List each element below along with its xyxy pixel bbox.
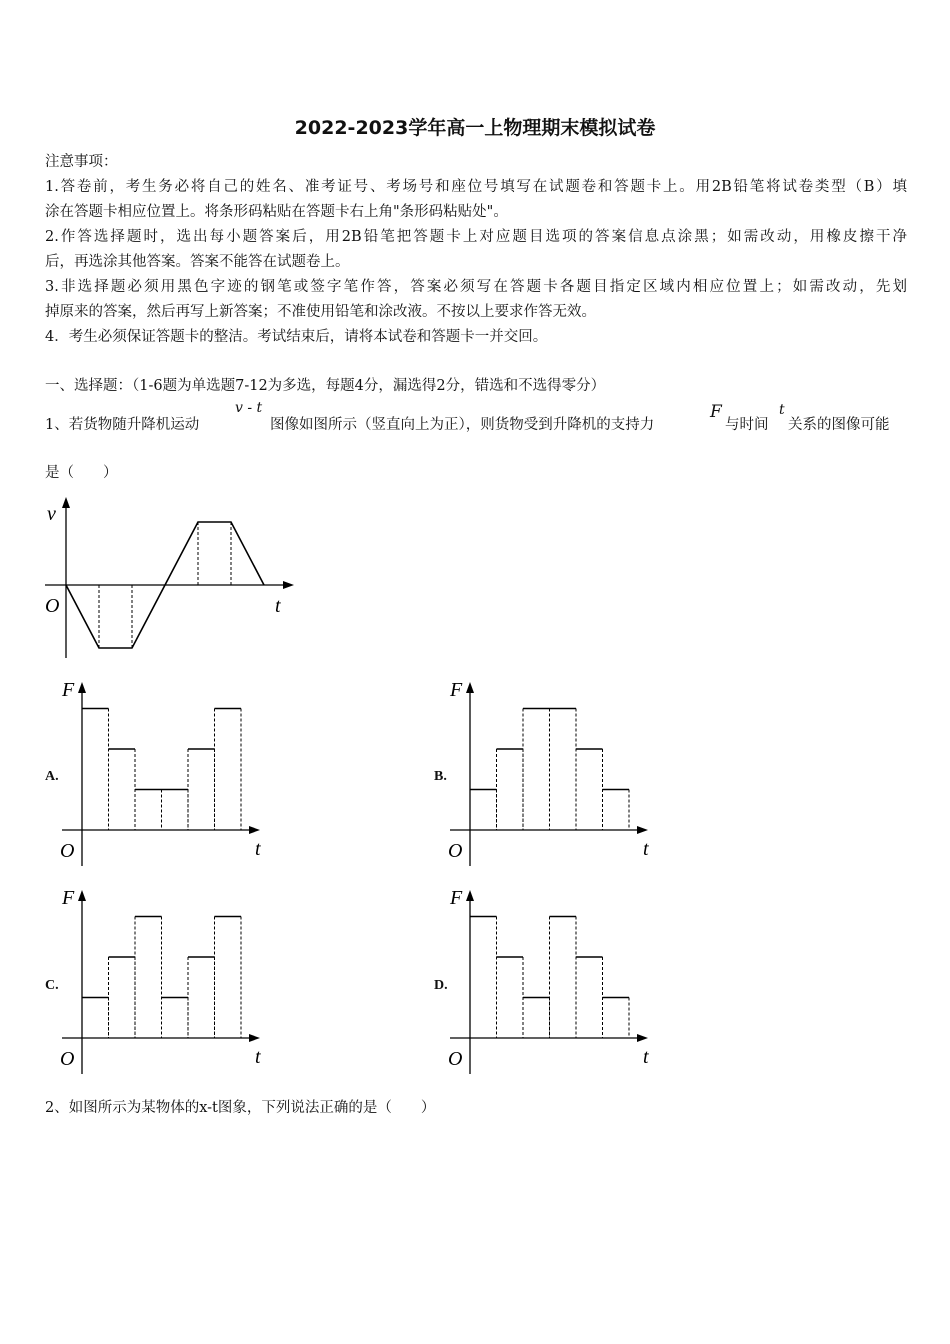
- t-label: t: [643, 1046, 649, 1068]
- option-graph-c: [60, 887, 261, 1074]
- t-label: t: [643, 838, 649, 860]
- notice-heading: 注意事项：: [45, 154, 118, 170]
- section-heading: 一、选择题：（1-6题为单选题7-12为多选，每题4分，漏选得2分，错选和不选得零分）: [45, 378, 606, 394]
- t-axis-arrow: [249, 826, 260, 834]
- notice-line-5: 3.非选择题必须用黑色字迹的钢笔或签字笔作答，答案必须写在答题卡各题目指定区域内相应位置上；如需改动，先划: [45, 279, 907, 295]
- option-graph-d: [448, 887, 649, 1074]
- f-axis-arrow: [466, 682, 474, 693]
- origin-label: O: [60, 1048, 75, 1070]
- vt-ylabel: v: [47, 503, 56, 525]
- symbol-vt: v - t: [235, 400, 263, 416]
- option-d-label[interactable]: D.: [434, 978, 448, 993]
- notice-line-4: 后，再选涂其他答案。答案不能答在试题卷上。: [45, 254, 350, 270]
- vt-origin: O: [45, 595, 60, 617]
- notice-line-6: 掉原来的答案，然后再写上新答案；不准使用铅笔和涂改液。不按以上要求作答无效。: [45, 304, 596, 320]
- f-label: F: [62, 679, 75, 701]
- origin-label: O: [60, 840, 75, 862]
- f-label: F: [450, 887, 463, 909]
- question-1-text-d: 关系的图像可能: [788, 417, 890, 433]
- t-axis-arrow: [637, 826, 648, 834]
- f-axis-arrow: [466, 890, 474, 901]
- t-axis-arrow: [249, 1034, 260, 1042]
- f-axis-arrow: [78, 682, 86, 693]
- t-axis-arrow: [637, 1034, 648, 1042]
- notice-line-3: 2.作答选择题时，选出每小题答案后，用2B铅笔把答题卡上对应题目选项的答案信息点涂黑；如需改动，用橡皮擦干净: [45, 229, 907, 245]
- symbol-t: t: [779, 402, 785, 418]
- question-2-text: 2、如图所示为某物体的x-t图象，下列说法正确的是（ ）: [45, 1100, 436, 1116]
- option-b-label[interactable]: B.: [434, 769, 447, 784]
- f-label: F: [62, 887, 75, 909]
- f-axis-arrow: [78, 890, 86, 901]
- notice-line-2: 涂在答题卡相应位置上。将条形码粘贴在答题卡右上角"条形码粘贴处"。: [45, 204, 508, 220]
- question-1-text-b: 图像如图所示（竖直向上为正），则货物受到升降机的支持力: [270, 417, 655, 433]
- option-a-label[interactable]: A.: [45, 769, 59, 784]
- t-label: t: [255, 838, 261, 860]
- option-graph-b: [448, 679, 649, 866]
- question-1-text-c: 与时间: [725, 417, 769, 433]
- f-label: F: [450, 679, 463, 701]
- vt-xlabel: t: [275, 595, 281, 617]
- origin-label: O: [448, 840, 463, 862]
- origin-label: O: [448, 1048, 463, 1070]
- t-label: t: [255, 1046, 261, 1068]
- notice-line-1: 1.答卷前，考生务必将自己的姓名、准考证号、考场号和座位号填写在试题卷和答题卡上。用2B铅笔将试卷类型（B）填: [45, 179, 907, 195]
- page-title: 2022-2023学年高一上物理期末模拟试卷: [294, 117, 656, 139]
- option-graph-a: [60, 679, 261, 866]
- notice-line-7: 4．考生必须保证答题卡的整洁。考试结束后，请将本试卷和答题卡一并交回。: [45, 329, 548, 345]
- symbol-F: F: [710, 402, 722, 422]
- question-1-text-e: 是（ ）: [45, 465, 118, 481]
- option-c-label[interactable]: C.: [45, 978, 59, 993]
- question-1-text-a: 1、若货物随升降机运动: [45, 417, 200, 433]
